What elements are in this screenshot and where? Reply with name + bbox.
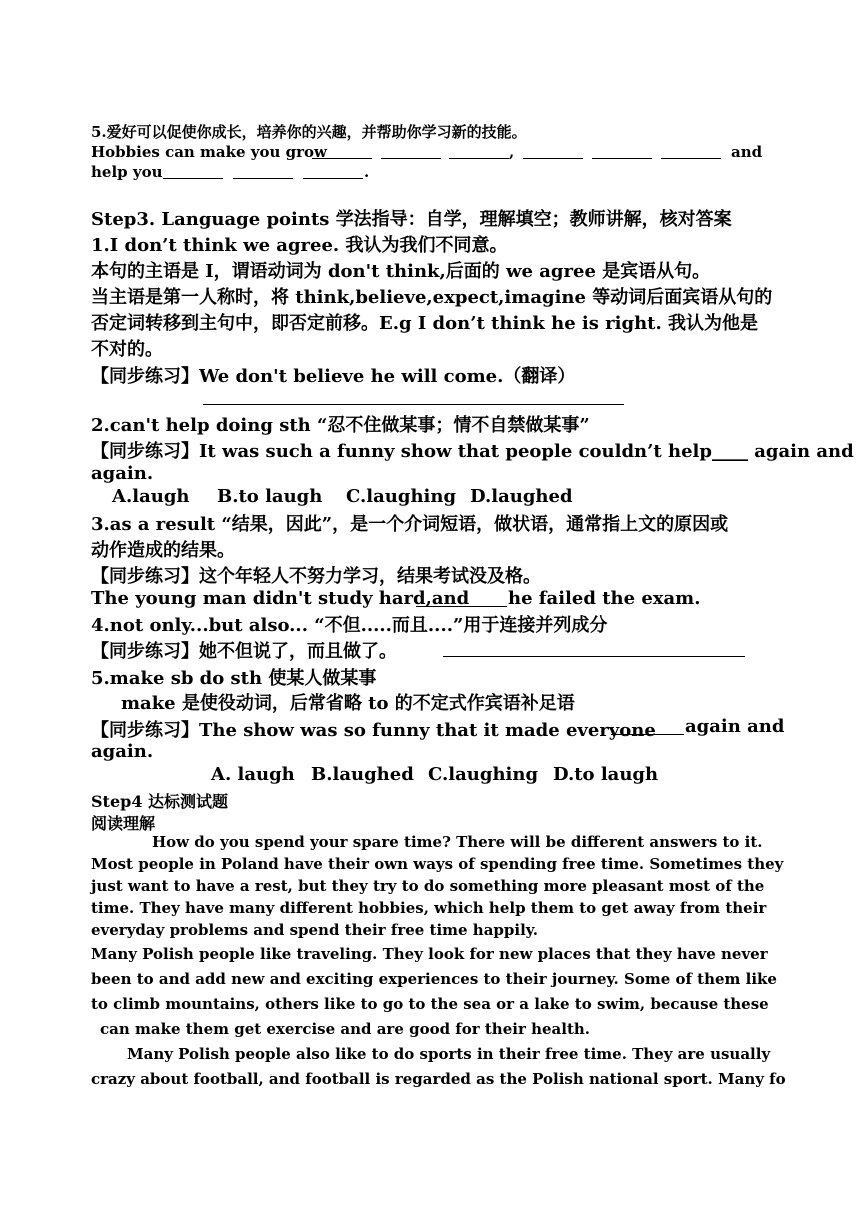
answer-blank[interactable] [416, 606, 507, 607]
para2-line: Many Polish people like traveling. They look for new places that they have never [91, 945, 768, 963]
answer-blank[interactable] [592, 158, 652, 159]
para1-line: everyday problems and spend their free time happily. [91, 921, 539, 939]
answer-blank[interactable] [303, 178, 363, 179]
language-point-4: 4.not only...but also... “不但.....而且....”用于连接并列成分 [91, 615, 608, 636]
lp1-exercise: 【同步练习】We don't believe he will come.（翻译） [91, 366, 576, 387]
para1-line: just want to have a rest, but they try to do something more pleasant most of the [91, 877, 765, 895]
answer-blank[interactable] [449, 158, 509, 159]
lp5-option-d[interactable]: D.to laugh [553, 764, 659, 785]
translation-blank[interactable] [203, 404, 624, 405]
para3-line: crazy about football, and football is regarded as the Polish national sport. Many fo [91, 1070, 786, 1088]
answer-blank[interactable] [611, 734, 684, 735]
answer-blank[interactable] [523, 158, 583, 159]
lp5-exercise-a2: again and [685, 716, 785, 737]
lp3-english-a: The young man didn't study hard,and [91, 588, 470, 609]
lp1-explanation-1: 本句的主语是 I，谓语动词为 don't think,后面的 we agree 是宾语从句。 [91, 261, 711, 282]
lp2-option-a[interactable]: A.laugh [112, 486, 190, 507]
lp5-option-b[interactable]: B.laughed [311, 764, 414, 785]
para1-line: time. They have many different hobbies, which help them to get away from their [91, 899, 767, 917]
translation-blank[interactable] [443, 656, 745, 657]
lp4-exercise: 【同步练习】她不但说了，而且做了。 [91, 641, 397, 662]
reading-heading: 阅读理解 [91, 814, 156, 833]
language-point-5: 5.make sb do sth 使某人做某事 [91, 668, 377, 689]
answer-blank[interactable] [233, 178, 293, 179]
answer-blank[interactable] [381, 158, 441, 159]
lp5-option-c[interactable]: C.laughing [428, 764, 539, 785]
lp2-option-d[interactable]: D.laughed [470, 486, 573, 507]
sentence-5-chinese: 5.爱好可以促使你成长，培养你的兴趣，并帮助你学习新的技能。 [91, 123, 527, 141]
para2-line: been to and add new and exciting experiences to their journey. Some of them like [91, 970, 777, 988]
lp3-exercise: 【同步练习】这个年轻人不努力学习，结果考试没及格。 [91, 566, 541, 587]
lp1-explanation-2b: 否定词转移到主句中，即否定前移。E.g I don’t think he is right. 我认为他是 [91, 313, 758, 334]
language-point-2: 2.can't help doing sth “忍不住做某事；情不自禁做某事” [91, 415, 590, 436]
sentence-5-text-a: Hobbies can make you grow [91, 143, 327, 161]
step4-heading: Step4 达标测试题 [91, 792, 229, 811]
lp3-english-b: he failed the exam. [508, 588, 701, 609]
answer-blank[interactable] [661, 158, 721, 159]
answer-blank[interactable] [163, 178, 223, 179]
and-word: and [731, 143, 763, 161]
lp5-option-a[interactable]: A. laugh [211, 764, 295, 785]
lp2-option-b[interactable]: B.to laugh [217, 486, 323, 507]
lp5-exercise-a: 【同步练习】The show was so funny that it made everyone [91, 720, 656, 741]
answer-blank[interactable] [312, 158, 372, 159]
period-mark: . [364, 163, 370, 181]
lp1-explanation-2c: 不对的。 [91, 339, 163, 360]
para2-line: to climb mountains, others like to go to the sea or a lake to swim, because these [91, 995, 769, 1013]
lp2-option-c[interactable]: C.laughing [346, 486, 457, 507]
language-point-3b: 动作造成的结果。 [91, 540, 235, 561]
language-point-3a: 3.as a result “结果，因此”，是一个介词短语，做状语，通常指上文的原因或 [91, 514, 729, 535]
para1-line: Most people in Poland have their own ways of spending free time. Sometimes they [91, 855, 784, 873]
language-point-1: 1.I don’t think we agree. 我认为我们不同意。 [91, 235, 508, 256]
para1-line: How do you spend your spare time? There will be different answers to it. [152, 833, 763, 851]
lp1-explanation-2a: 当主语是第一人称时，将 think,believe,expect,imagine 等动词后面宾语从句的 [91, 287, 773, 308]
para2-line: can make them get exercise and are good for their health. [100, 1020, 590, 1038]
sentence-5-english-line1 [91, 143, 327, 161]
comma-mark: , [509, 143, 515, 161]
lp5-exercise-b: again. [91, 741, 154, 762]
para3-line: Many Polish people also like to do sports in their free time. They are usually [127, 1045, 771, 1063]
step3-heading: Step3. Language points 学法指导：自学，理解填空；教师讲解，核对答案 [91, 209, 732, 230]
lp2-exercise-b: again. [91, 463, 154, 484]
lp5-note: make 是使役动词，后常省略 to 的不定式作宾语补足语 [121, 693, 575, 714]
lp2-exercise-a: 【同步练习】It was such a funny show that people couldn’t help____ again and [91, 441, 854, 462]
sentence-5-english-line2: help you [91, 163, 163, 181]
